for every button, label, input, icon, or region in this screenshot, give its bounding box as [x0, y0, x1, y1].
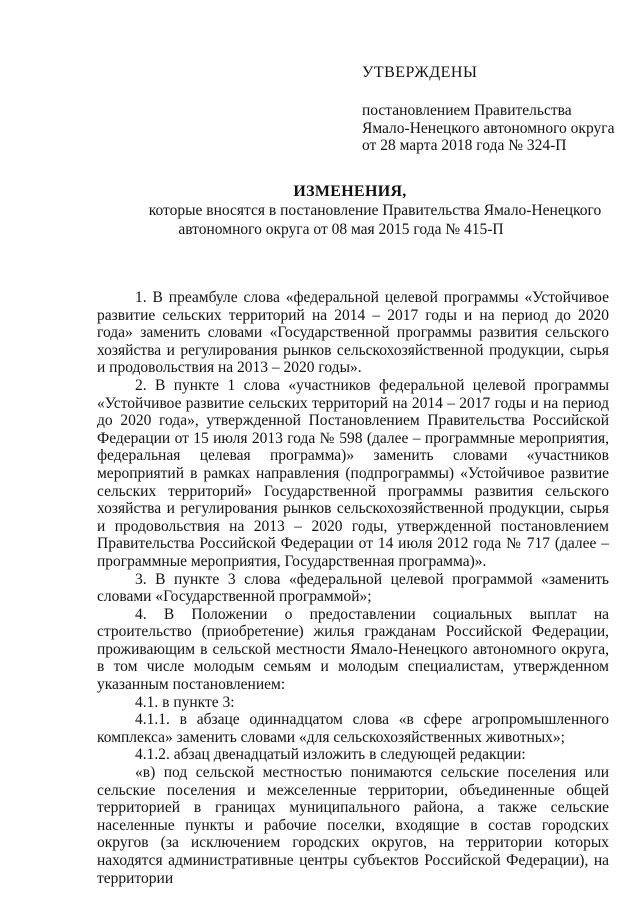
- document-heading: ИЗМЕНЕНИЯ,: [293, 183, 407, 200]
- approval-block: [362, 64, 614, 155]
- approval-line: Ямало-Ненецкого автономного округа: [362, 119, 615, 137]
- approval-line: от 28 марта 2018 года № 324-П: [362, 137, 567, 154]
- document-title-block: [0, 183, 640, 239]
- paragraph-item-3: 3. В пункте 3 слова «федеральной целевой программой «заменить словами «Государственной программой»;: [97, 570, 609, 606]
- paragraph-item-4-1: 4.1. в пункте 3:: [135, 693, 235, 711]
- paragraph-item-4-1-2: 4.1.2. абзац двенадцатый изложить в следующей редакции:: [135, 746, 526, 764]
- document-body: [97, 289, 609, 887]
- document-subtitle-line: автономного округа от 08 мая 2015 года № 415-П: [178, 221, 504, 238]
- paragraph-item-2: 2. В пункте 1 слова «участников федеральной целевой программы «Устойчивое развитие сельских территорий на 2014 – 2017 годы и на период до 2020 года», утвержденной Постановлением Правительства Российской Федерации от 15 июля 2013 года № 598 (далее – программные мероприятия, федеральная целевая программа)» заменить словами «участников мероприятий в рамках направления (подпрограммы) «Устойчивое развитие сельских территорий» Государственной программы развития сельского хозяйства и регулирования рынков сельскохозяйственной продукции, сырья и продовольствия на 2013 – 2020 годы, утвержденной постановлением Правительства Российской Федерации от 14 июля 2012 года № 717 (далее – программные мероприятия, Государственная программа)».: [97, 376, 609, 570]
- paragraph-item-4-1-1: 4.1.1. в абзаце одиннадцатом слова «в сфере агропромышленного комплекса» заменить словами «для сельскохозяйственных животных»;: [97, 711, 609, 746]
- paragraph-item-1: 1. В преамбуле слова «федеральной целевой программы «Устойчивое развитие сельских территорий на 2014 – 2017 годы и на период до 2020 года» заменить словами «Государственной программы развития сельского хозяйства и регулирования рынков сельскохозяйственной продукции, сырья и продовольствия на 2013 – 2020 годы».: [97, 289, 609, 377]
- paragraph-quote: «в) под сельской местностью понимаются сельские поселения или сельские поселения и межселенные территории, объединенные общей территорией в границах муниципального района, а также сельские населенные пункты и рабочие поселки, входящие в состав городских округов (за исключением городских округов, на территории которых находятся административные центры субъектов Российской Федерации), на территории: [97, 764, 609, 887]
- paragraph-item-4: 4. В Положении о предоставлении социальных выплат на строительство (приобретение) жилья гражданам Российской Федерации, проживающим в сельской местности Ямало-Ненецкого автономного округа, в том числе молодым семьям и молодым специалистам, утвержденном указанным постановлением:: [97, 605, 609, 694]
- approval-line: постановлением Правительства: [362, 102, 572, 119]
- approval-title: УТВЕРЖДЕНЫ: [362, 64, 478, 81]
- document-subtitle-line: которые вносятся в постановление Правительства Ямало-Ненецкого: [148, 202, 602, 219]
